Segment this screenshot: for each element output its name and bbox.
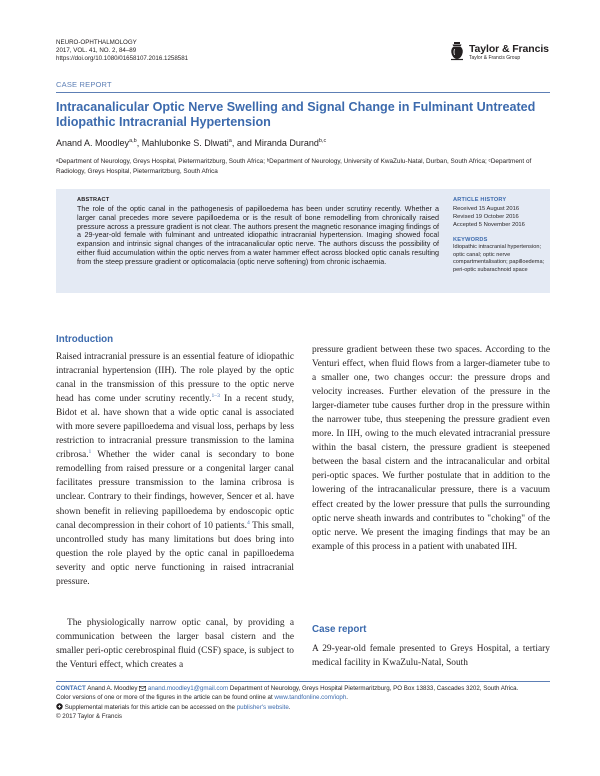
article-title: Intracanalicular Optic Nerve Swelling and Signal Change in Fulminant Untreated Idiopathic Intracranial Hypertension <box>56 100 536 130</box>
publisher-logo <box>448 40 552 64</box>
article-history-list <box>453 205 525 229</box>
journal-volume: 2017, VOL. 41, NO. 2, 84–89 <box>56 47 137 55</box>
header-divider <box>56 92 550 93</box>
history-received: Received 15 August 2016 <box>453 206 520 212</box>
keywords-text: Idiopathic intracranial hypertension; optic canal; optic nerve compartmentalisation; papilloedema; peri-optic subarachnoid space <box>453 244 545 273</box>
abstract-heading: ABSTRACT <box>77 197 110 203</box>
journal-name: NEURO-OPHTHALMOLOGY <box>56 39 137 46</box>
citation-link[interactable]: 4 <box>246 519 250 526</box>
copyright-line: © 2017 Taylor & Francis <box>56 712 123 720</box>
email-envelope-icon <box>139 686 146 691</box>
footer-text: . <box>288 703 291 711</box>
publisher-group: Taylor & Francis Group <box>469 55 521 61</box>
introduction-paragraph-2 <box>56 616 294 672</box>
footer-text: Color versions of one or more of the figures in the article can be found online at <box>56 693 275 701</box>
history-accepted: Accepted 5 November 2016 <box>453 222 525 228</box>
abstract-text: The role of the optic canal in the pathogenesis of papilloedema has been under scrutiny recently. Whether a larger canal precedes more severe papilloedema or is the result of bone remodelling from chronically raised pressure across a pressure gradient is not clear. The authors present the magnetic resonance imaging findings of a 29-year-old female with fulminant and untreated idiopathic intracranial hypertension. Imaging showed focal expansion and intrinsic signal changes of the intracanalicular optic nerve. The authors discuss the possibility of either fluid accumulation within the optic nerves from a water hammer effect across blocked optic canals resulting from the steep pressure gradient or opticomalacia (optic nerve softening) from chronic ischaemia. <box>77 204 439 266</box>
article-history-heading: ARTICLE HISTORY <box>453 197 507 203</box>
author-affiliation-marker: b,c <box>318 138 327 144</box>
contact-line <box>56 685 550 694</box>
case-report-heading: Case report <box>312 624 367 635</box>
journal-doi[interactable]: https://doi.org/10.1080/01658107.2016.1258581 <box>56 55 189 63</box>
paragraph-text: Raised intracranial pressure is an essential feature of idiopathic intracranial hypertension (IIH). The role played by the optic canal in the transmission of this pressure to the optic nerve head has come under scrutiny recently. <box>56 352 294 405</box>
contact-email-link[interactable]: anand.moodley1@gmail.com <box>147 685 229 692</box>
paragraph-text: A 29-year-old female presented to Greys Hospital, a tertiary medical facility in KwaZulu-Natal, South <box>312 644 550 669</box>
article-type-label: CASE REPORT <box>56 80 112 89</box>
paragraph-text: pressure gradient between these two spaces. According to the Venturi effect, when fluid flows from a larger-diameter tube to a smaller one, two changes occur: the pressure drops and velocity increases. Further elevation of the pressure in the larger-diameter tube causes further drop in the pressure within the narrower tube, thus steepening the pressure gradient even more. In IIH, owing to the much elevated intracranial pressure within the basal cistern, the pressure gradient is steepened between the basal cistern and the intracanalicular and orbital peri-optic spaces. We further postulate that in addition to the lowering of the intracanalicular pressure, there is a vacuum effect created by the lower pressure that pulls the surrounding optic nerve sheath inwards and contributes to "choking" of the optic nerve. We present the imaging findings that may be an example of this process in a patient with unabated IIH. <box>312 345 550 552</box>
author-list <box>56 138 326 148</box>
contact-name: Anand A. Moodley <box>87 685 138 692</box>
author-name: Miranda Durand <box>254 138 319 148</box>
case-report-paragraph <box>312 642 550 670</box>
contact-address: Department of Neurology, Greys Hospital Pietermaritzburg, PO Box 13833, Cascades 3202, South Africa. <box>229 685 519 692</box>
journal-header <box>56 39 188 64</box>
citation-link[interactable]: 1 <box>88 449 92 456</box>
author-affiliation-marker: a <box>228 138 232 144</box>
citation-link[interactable]: 1–3 <box>211 393 220 400</box>
publisher-name: Taylor & Francis <box>469 43 549 55</box>
introduction-heading: Introduction <box>56 334 114 345</box>
footer-divider <box>56 681 550 682</box>
introduction-paragraph-1 <box>56 350 294 589</box>
author-affiliation-marker: a,b <box>129 138 137 144</box>
author-separator: , <box>136 138 142 148</box>
paragraph-text: In a recent study, Bidot et al. have shown that a wide optic canal is associated with more severe papilloedema and visual loss, perhaps by less restriction to intracranial pressure transmission to the lamina cribrosa. <box>56 394 295 461</box>
introduction-paragraph-2-continued <box>312 343 550 554</box>
author-name: Mahlubonke S. Dlwati <box>141 138 229 148</box>
paragraph-text: The physiologically narrow optic canal, by providing a communication between the larger basal cistern and the smaller peri-optic cerebrospinal fluid (CSF) space, is subject to the Venturi effect, which creates a <box>56 618 294 671</box>
contact-label: CONTACT <box>56 685 86 692</box>
paragraph-text: This small, uncontrolled study has many limitations but does bring into question the role played by the optic canal in papilloedema severity and optic nerve functioning in raised intracranial pressure. <box>56 520 294 587</box>
color-figures-link[interactable]: www.tandfonline.com/ioph <box>274 693 347 701</box>
taylor-francis-urn-icon <box>448 41 466 61</box>
supplemental-line <box>56 703 550 713</box>
color-note-line <box>56 694 550 703</box>
article-footer <box>56 685 550 722</box>
supplemental-materials-icon <box>56 703 63 710</box>
history-revised: Revised 19 October 2016 <box>453 214 519 220</box>
footer-text: Supplemental materials for this article can be accessed on the <box>64 703 237 711</box>
affiliations: ᵃDepartment of Neurology, Greys Hospital, Pietermaritzburg, South Africa; ᵇDepartment of Neurology, University of KwaZulu-Natal, Durban, South Africa; ᶜDepartment of Radiology, Greys Hospital, Pietermaritzburg, South Africa <box>56 158 532 175</box>
paragraph-text: Whether the wider canal is secondary to bone remodelling from raised pressure or a congenital larger canal facilitates pressure transmission to the lamina cribrosa is unclear. Contrary to their findings, however, Sencer et al. have shown benefit in relieving papilloedema by endoscopic optic canal decompression in their cohort of 10 patients. <box>56 450 294 531</box>
publisher-website-link[interactable]: publisher's website <box>236 703 289 711</box>
author-name: Anand A. Moodley <box>56 138 130 148</box>
keywords-heading: KEYWORDS <box>453 237 488 243</box>
footer-text: . <box>346 693 349 701</box>
author-separator: , and <box>231 138 255 148</box>
